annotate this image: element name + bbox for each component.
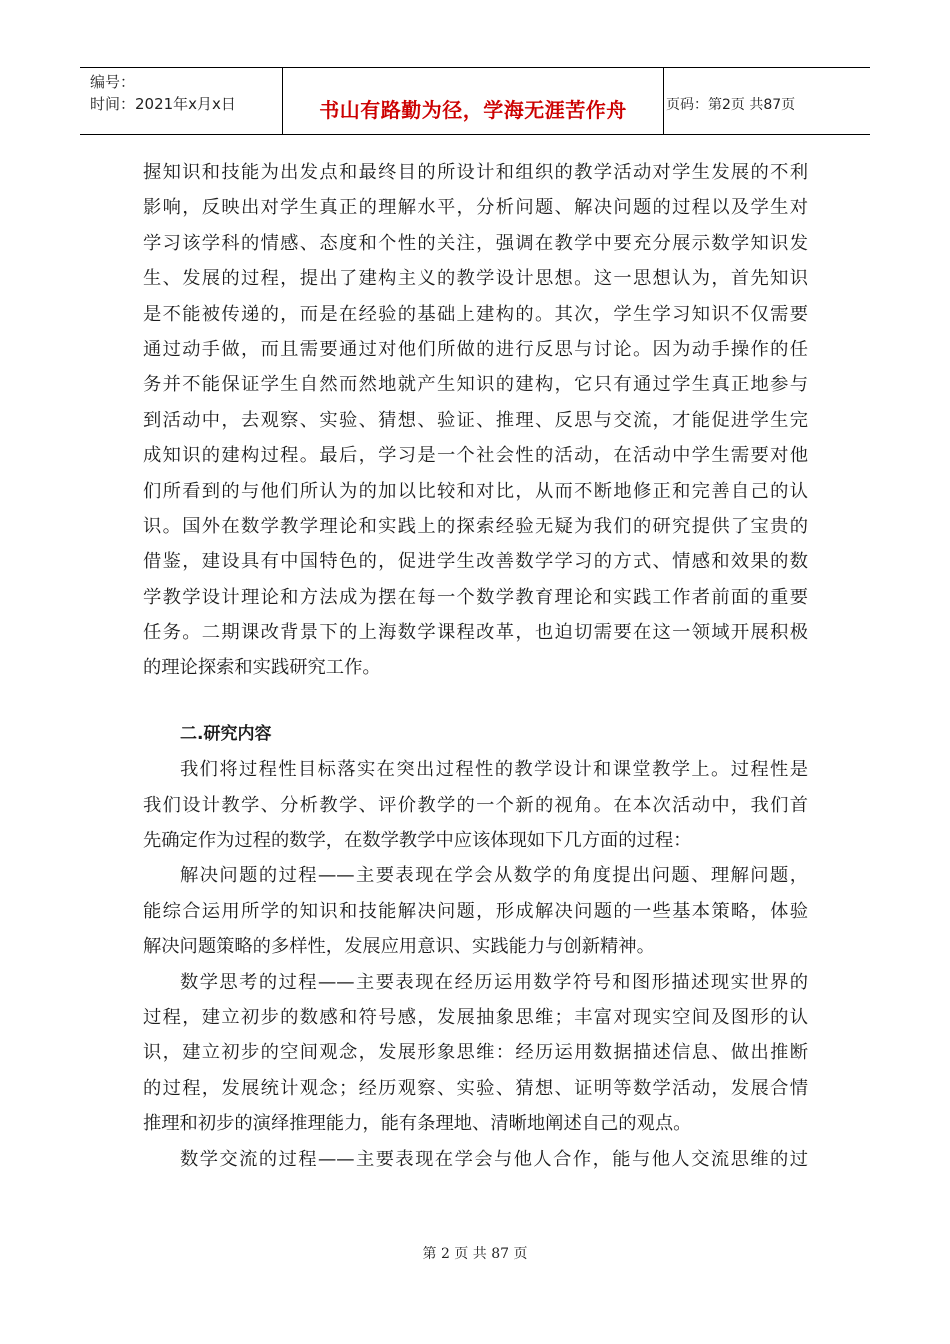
text-line: 的过程，发展统计观念；经历观察、实验、猜想、证明等数学活动，发展合情: [143, 1077, 808, 1099]
text-line: 影响，反映出对学生真正的理解水平，分析问题、解决问题的过程以及学生对: [143, 197, 808, 219]
paragraph-3: [143, 858, 808, 964]
text-line: 通过动手做，而且需要通过对他们所做的进行反思与讨论。因为动手操作的任: [143, 338, 808, 360]
document-number-label: 编号：: [90, 73, 136, 91]
document-body: [143, 155, 808, 1177]
text-line: 是不能被传递的，而是在经验的基础上建构的。其次，学生学习知识不仅需要: [143, 303, 808, 325]
text-line: 握知识和技能为出发点和最终目的所设计和组织的教学活动对学生发展的不利: [143, 162, 808, 183]
section-heading: 二.研究内容: [180, 723, 272, 744]
text-line: 识。国外在数学教学理论和实践上的探索经验无疑为我们的研究提供了宝贵的: [143, 515, 808, 537]
header-page-cell: [664, 68, 870, 134]
page-header: [80, 67, 870, 135]
text-line: 识，建立初步的空间观念，发展形象思维：经历运用数据描述信息、做出推断: [143, 1042, 808, 1064]
text-line: 先确定作为过程的数学，在数学教学中应该体现如下几方面的过程：: [143, 830, 692, 852]
text-line: 我们将过程性目标落实在突出过程性的教学设计和课堂教学上。过程性是: [180, 759, 808, 781]
header-motto-cell: [283, 68, 664, 134]
text-line: 成知识的建构过程。最后，学习是一个社会性的活动，在活动中学生需要对他: [143, 445, 808, 467]
text-line: 推理和初步的演绎推理能力，能有条理地、清晰地阐述自己的观点。: [143, 1113, 692, 1135]
paragraph-2: [143, 752, 808, 858]
text-line: 能综合运用所学的知识和技能解决问题，形成解决问题的一些基本策略，体验: [143, 900, 808, 922]
header-meta-cell: [80, 68, 283, 134]
paragraph-5: [143, 1142, 808, 1177]
text-line: 学教学设计理论和方法成为摆在每一个数学教育理论和实践工作者前面的重要: [143, 586, 808, 608]
text-line: 的理论探索和实践研究工作。: [143, 657, 381, 679]
text-line: 过程，建立初步的数感和符号感，发展抽象思维；丰富对现实空间及图形的认: [143, 1006, 808, 1028]
text-line: 到活动中，去观察、实验、猜想、验证、推理、反思与交流，才能促进学生完: [143, 409, 808, 431]
header-page-info: 页码：第2页 共87页: [666, 97, 796, 113]
text-line: 解决问题的过程——主要表现在学会从数学的角度提出问题、理解问题，: [180, 865, 808, 887]
paragraph-4: [143, 965, 808, 1142]
document-time-label: 时间：2021年x月x日: [90, 95, 236, 113]
header-motto: 书山有路勤为径，学海无涯苦作舟: [319, 98, 627, 122]
text-line: 数学交流的过程——主要表现在学会与他人合作，能与他人交流思维的过: [180, 1148, 808, 1170]
text-line: 解决问题策略的多样性，发展应用意识、实践能力与创新精神。: [143, 936, 655, 958]
page-footer: 第 2 页 共 87 页: [422, 1246, 528, 1262]
text-line: 我们设计教学、分析教学、评价教学的一个新的视角。在本次活动中，我们首: [143, 794, 808, 816]
text-line: 务并不能保证学生自然而然地就产生知识的建构，它只有通过学生真正地参与: [143, 374, 808, 396]
text-line: 任务。二期课改背景下的上海数学课程改革，也迫切需要在这一领域开展积极: [143, 622, 808, 644]
text-line: 数学思考的过程——主要表现在经历运用数学符号和图形描述现实世界的: [180, 971, 808, 993]
text-line: 借鉴，建设具有中国特色的，促进学生改善数学学习的方式、情感和效果的数: [143, 551, 808, 573]
text-line: 生、发展的过程，提出了建构主义的教学设计思想。这一思想认为，首先知识: [143, 268, 808, 290]
text-line: 们所看到的与他们所认为的加以比较和对比，从而不断地修正和完善自己的认: [143, 480, 808, 502]
text-line: 学习该学科的情感、态度和个性的关注，强调在教学中要充分展示数学知识发: [143, 232, 808, 254]
paragraph-1: [143, 155, 808, 686]
